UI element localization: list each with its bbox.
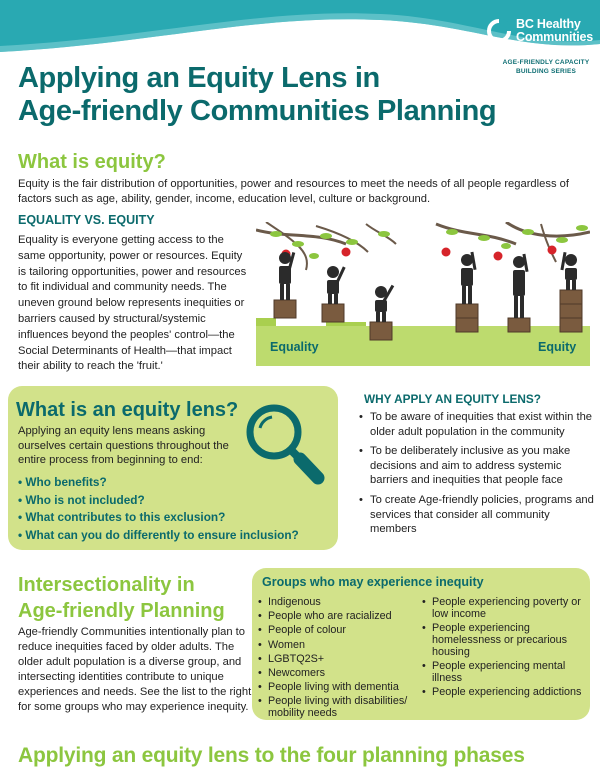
page-title-line-2: Age-friendly Communities Planning (18, 95, 497, 127)
groups-list-column-2 (422, 597, 582, 701)
series-line-2: BUILDING SERIES (515, 68, 577, 75)
logo-line-1: BC Healthy (516, 17, 581, 31)
list-item: • People who are racialized (258, 611, 428, 623)
list-item: • People experiencing addictions (422, 687, 582, 699)
page-title-line-1: Applying an Equity Lens in (18, 62, 380, 94)
why-apply-heading: WHY APPLY AN EQUITY LENS? (364, 392, 541, 406)
equality-label: Equality (270, 340, 319, 354)
intersectionality-body: Age-friendly Communities intentionally plan to reduce inequities faced by older adults. The older adult population is a diverse group, and intersecting identities contribute to unique experiences and needs. See the list to the right for some groups who may experience inequity. (18, 626, 252, 713)
list-item: • To create Age-friendly policies, programs and services that consider all community members (358, 493, 594, 537)
equity-definition: Equity is the fair distribution of opportunities, power and resources to meet the needs of all people regardless of factors such as age, ability, gender, income, education level, culture or background. (18, 178, 569, 205)
list-item: • People living with disabilities/ mobility needs (258, 696, 428, 720)
bc-healthy-communities-logo-icon (486, 18, 512, 44)
list-item: • LGBTQ2S+ (258, 654, 428, 666)
intersectionality-heading-line-2: Age-friendly Planning (18, 600, 225, 622)
list-item: • People living with dementia (258, 682, 428, 694)
list-item: • Who benefits? (18, 474, 299, 492)
series-line-1: AGE-FRIENDLY CAPACITY (502, 59, 590, 66)
intersectionality-heading (18, 572, 225, 624)
planning-phases-heading: Applying an equity lens to the four planning phases (18, 744, 525, 767)
equity-lens-heading: What is an equity lens? (16, 399, 239, 421)
groups-heading: Groups who may experience inequity (262, 575, 484, 589)
equity-heading: What is equity? (18, 151, 166, 173)
list-item: • Women (258, 640, 428, 652)
groups-list-column-1 (258, 597, 428, 722)
equality-vs-equity-heading: EQUALITY VS. EQUITY (18, 213, 155, 227)
why-apply-list (358, 410, 594, 542)
equality-vs-equity-body: Equality is everyone getting access to the same opportunity, power or resources. Equity is tailoring opportunities, power and resources to fit individual and community needs. The uneven ground below represents inequities or barriers caused by structural/systemic influences beyond the peoples' control—the Social Determinants of Health—that impact their ability to reach the 'fruit.' (18, 234, 247, 373)
list-item: • What can you do differently to ensure inclusion? (18, 527, 299, 545)
list-item: • Newcomers (258, 668, 428, 680)
list-item: • Who is not included? (18, 492, 299, 510)
series-label (500, 58, 592, 76)
list-item: • To be deliberately inclusive as you make decisions and aim to address systemic barriers and inequities that people face (358, 444, 594, 488)
page-title (18, 62, 496, 128)
intersectionality-heading-line-1: Intersectionality in (18, 574, 195, 596)
list-item: • Indigenous (258, 597, 428, 609)
magnifying-glass-icon (238, 398, 328, 490)
list-item: • People experiencing homelessness or precarious housing (422, 623, 582, 658)
list-item: • People experiencing poverty or low income (422, 597, 582, 621)
list-item: • To be aware of inequities that exist within the older adult population in the community (358, 410, 594, 439)
logo-line-2: Communities (516, 30, 593, 44)
list-item: • People experiencing mental illness (422, 661, 582, 685)
equality-equity-illustration (256, 222, 590, 366)
equity-lens-body: Applying an equity lens means asking ourselves certain questions throughout the entire process from beginning to end: (18, 425, 229, 466)
list-item: • What contributes to this exclusion? (18, 509, 299, 527)
brand-logo (486, 18, 593, 44)
equity-label: Equity (538, 340, 577, 354)
list-item: • People of colour (258, 625, 428, 637)
